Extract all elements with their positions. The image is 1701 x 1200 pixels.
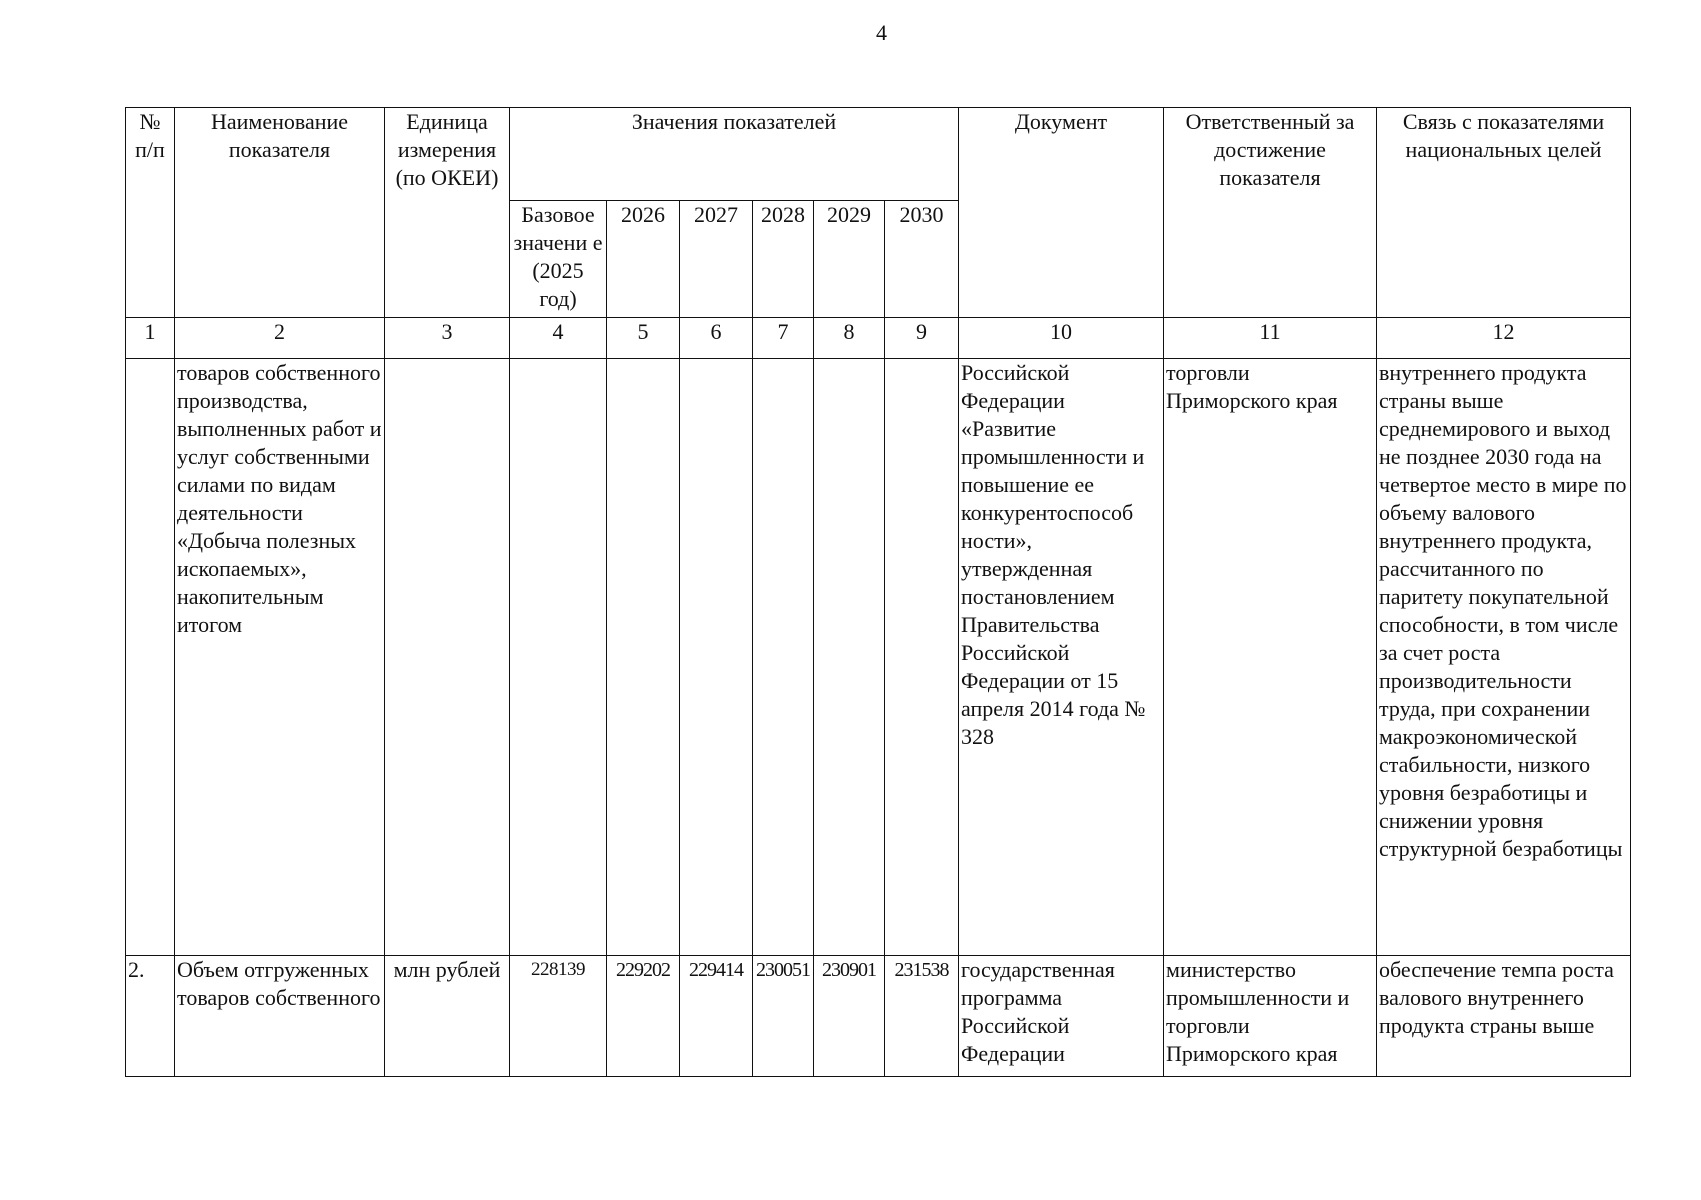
cell-2026: 229202 [607, 956, 680, 1077]
cell-responsible: торговли Приморского края [1164, 359, 1377, 956]
header-row [126, 108, 1631, 201]
cell-unit: млн рублей [385, 956, 510, 1077]
cell-base [510, 359, 607, 956]
indicators-table [125, 107, 1631, 1077]
cell-num [126, 359, 175, 956]
header-values: Значения показателей [510, 108, 959, 201]
column-number: 11 [1164, 318, 1377, 359]
column-number: 12 [1377, 318, 1631, 359]
column-number: 7 [753, 318, 814, 359]
column-number: 9 [885, 318, 959, 359]
table-row [126, 359, 1631, 956]
cell-link: внутреннего продукта страны выше среднемирового и выход не позднее 2030 года на четвертое место в мире по объему валового внутреннего продукта, рассчитанного по паритету покупательной способности, в том числе за счет роста производительности труда, при сохранении макроэкономической стабильности, низкого уровня безработицы и снижении уровня структурной безработицы [1377, 359, 1631, 956]
cell-num: 2. [126, 956, 175, 1077]
cell-base: 228139 [510, 956, 607, 1077]
cell-document: Российской Федерации «Развитие промышленности и повышение ее конкурентоспособ ности», утвержденная постановлением Правительства Российской Федерации от 15 апреля 2014 года № 328 [959, 359, 1164, 956]
cell-2028: 230051 [753, 956, 814, 1077]
header-responsible: Ответственный за достижение показателя [1164, 108, 1377, 318]
column-number: 3 [385, 318, 510, 359]
column-numbers-row [126, 318, 1631, 359]
subheader-2029: 2029 [814, 201, 885, 318]
table-row [126, 956, 1631, 1077]
cell-2030 [885, 359, 959, 956]
column-number: 2 [175, 318, 385, 359]
cell-2029: 230901 [814, 956, 885, 1077]
cell-2030: 231538 [885, 956, 959, 1077]
cell-2028 [753, 359, 814, 956]
cell-unit [385, 359, 510, 956]
column-number: 1 [126, 318, 175, 359]
cell-2026 [607, 359, 680, 956]
cell-2029 [814, 359, 885, 956]
cell-name: товаров собственного производства, выполненных работ и услуг собственными силами по видам деятельности «Добыча полезных ископаемых», накопительным итогом [175, 359, 385, 956]
header-unit: Единица измерения (по ОКЕИ) [385, 108, 510, 318]
cell-name: Объем отгруженных товаров собственного [175, 956, 385, 1077]
page-number: 4 [876, 20, 887, 45]
header-num: № п/п [126, 108, 175, 318]
subheader-2028: 2028 [753, 201, 814, 318]
header-document: Документ [959, 108, 1164, 318]
cell-document: государственная программа Российской Федерации [959, 956, 1164, 1077]
column-number: 8 [814, 318, 885, 359]
header-name: Наименование показателя [175, 108, 385, 318]
subheader-2030: 2030 [885, 201, 959, 318]
cell-2027: 229414 [680, 956, 753, 1077]
cell-2027 [680, 359, 753, 956]
column-number: 6 [680, 318, 753, 359]
subheader-base: Базовое значени е (2025 год) [510, 201, 607, 318]
column-number: 4 [510, 318, 607, 359]
cell-responsible: министерство промышленности и торговли Приморского края [1164, 956, 1377, 1077]
subheader-2027: 2027 [680, 201, 753, 318]
cell-link: обеспечение темпа роста валового внутреннего продукта страны выше [1377, 956, 1631, 1077]
header-link: Связь с показателями национальных целей [1377, 108, 1631, 318]
column-number: 10 [959, 318, 1164, 359]
subheader-2026: 2026 [607, 201, 680, 318]
column-number: 5 [607, 318, 680, 359]
